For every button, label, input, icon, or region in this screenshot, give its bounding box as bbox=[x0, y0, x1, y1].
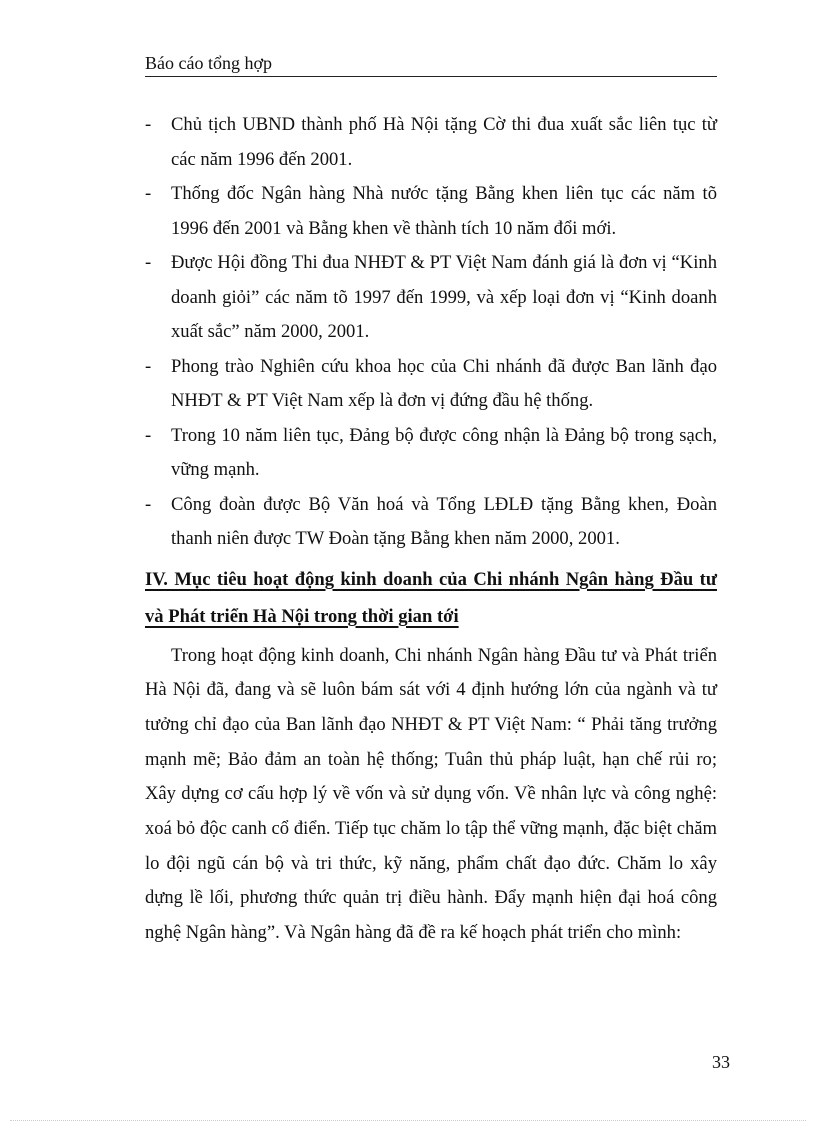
page-content bbox=[145, 108, 717, 951]
list-dash: - bbox=[145, 183, 152, 204]
list-item bbox=[145, 350, 717, 419]
list-item bbox=[145, 177, 717, 246]
list-dash: - bbox=[145, 114, 152, 135]
running-header bbox=[145, 50, 717, 77]
achievements-list bbox=[145, 108, 717, 557]
list-item-text: Chủ tịch UBND thành phố Hà Nội tặng Cờ thi đua xuất sắc liên tục từ các năm 1996 đến 2001. bbox=[171, 114, 717, 170]
list-item bbox=[145, 246, 717, 350]
list-dash: - bbox=[145, 424, 152, 446]
header-title: Báo cáo tổng hợp bbox=[145, 53, 272, 73]
body-paragraph: Trong hoạt động kinh doanh, Chi nhánh Ngân hàng Đầu tư và Phát triển Hà Nội đã, đang và sẽ luôn bám sát với 4 định hướng lớn của ngành và tư tưởng chỉ đạo của Ban lãnh đạo NHĐT & PT Việt Nam: “ Phải tăng trưởng mạnh mẽ; Bảo đảm an toàn hệ thống; Tuân thủ pháp luật, hạn chế rủi ro; Xây dựng cơ cấu hợp lý về vốn và sử dụng vốn. Về nhân lực và công nghệ: xoá bỏ độc canh cổ điển. Tiếp tục chăm lo tập thể vững mạnh, đặc biệt chăm lo đội ngũ cán bộ và tri thức, kỹ năng, phẩm chất đạo đức. Chăm lo xây dựng lề lối, phương thức quản trị điều hành. Đẩy mạnh hiện đại hoá công nghệ Ngân hàng”. Và Ngân hàng đã đề ra kế hoạch phát triển cho mình: bbox=[145, 644, 717, 944]
list-item bbox=[145, 108, 717, 177]
list-item bbox=[145, 488, 717, 557]
list-dash: - bbox=[145, 252, 152, 273]
list-item-text: Được Hội đồng Thi đua NHĐT & PT Việt Nam đánh giá là đơn vị “Kinh doanh giỏi” các năm tõ 1997 đến 1999, và xếp loại đơn vị “Kinh doanh xuất sắc” năm 2000, 2001. bbox=[171, 252, 717, 342]
list-item-text: Phong trào Nghiên cứu khoa học của Chi nhánh đã được Ban lãnh đạo NHĐT & PT Việt Nam xếp là đơn vị đứng đầu hệ thống. bbox=[171, 355, 717, 411]
list-item-text: Trong 10 năm liên tục, Đảng bộ được công nhận là Đảng bộ trong sạch, vững mạnh. bbox=[171, 424, 717, 480]
list-dash: - bbox=[145, 355, 152, 377]
list-item bbox=[145, 419, 717, 488]
list-dash: - bbox=[145, 493, 152, 515]
section-heading: IV. Mục tiêu hoạt động kinh doanh của Chi nhánh Ngân hàng Đầu tư và Phát triển Hà Nội trong thời gian tới bbox=[145, 568, 717, 627]
footer-divider bbox=[10, 1120, 806, 1121]
list-item-text: Công đoàn được Bộ Văn hoá và Tổng LĐLĐ tặng Bằng khen, Đoàn thanh niên được TW Đoàn tặng Bằng khen năm 2000, 2001. bbox=[171, 493, 717, 549]
list-item-text: Thống đốc Ngân hàng Nhà nước tặng Bằng khen liên tục các năm tõ 1996 đến 2001 và Bằng khen về thành tích 10 năm đổi mới. bbox=[171, 183, 717, 239]
page-number: 33 bbox=[712, 1052, 730, 1072]
